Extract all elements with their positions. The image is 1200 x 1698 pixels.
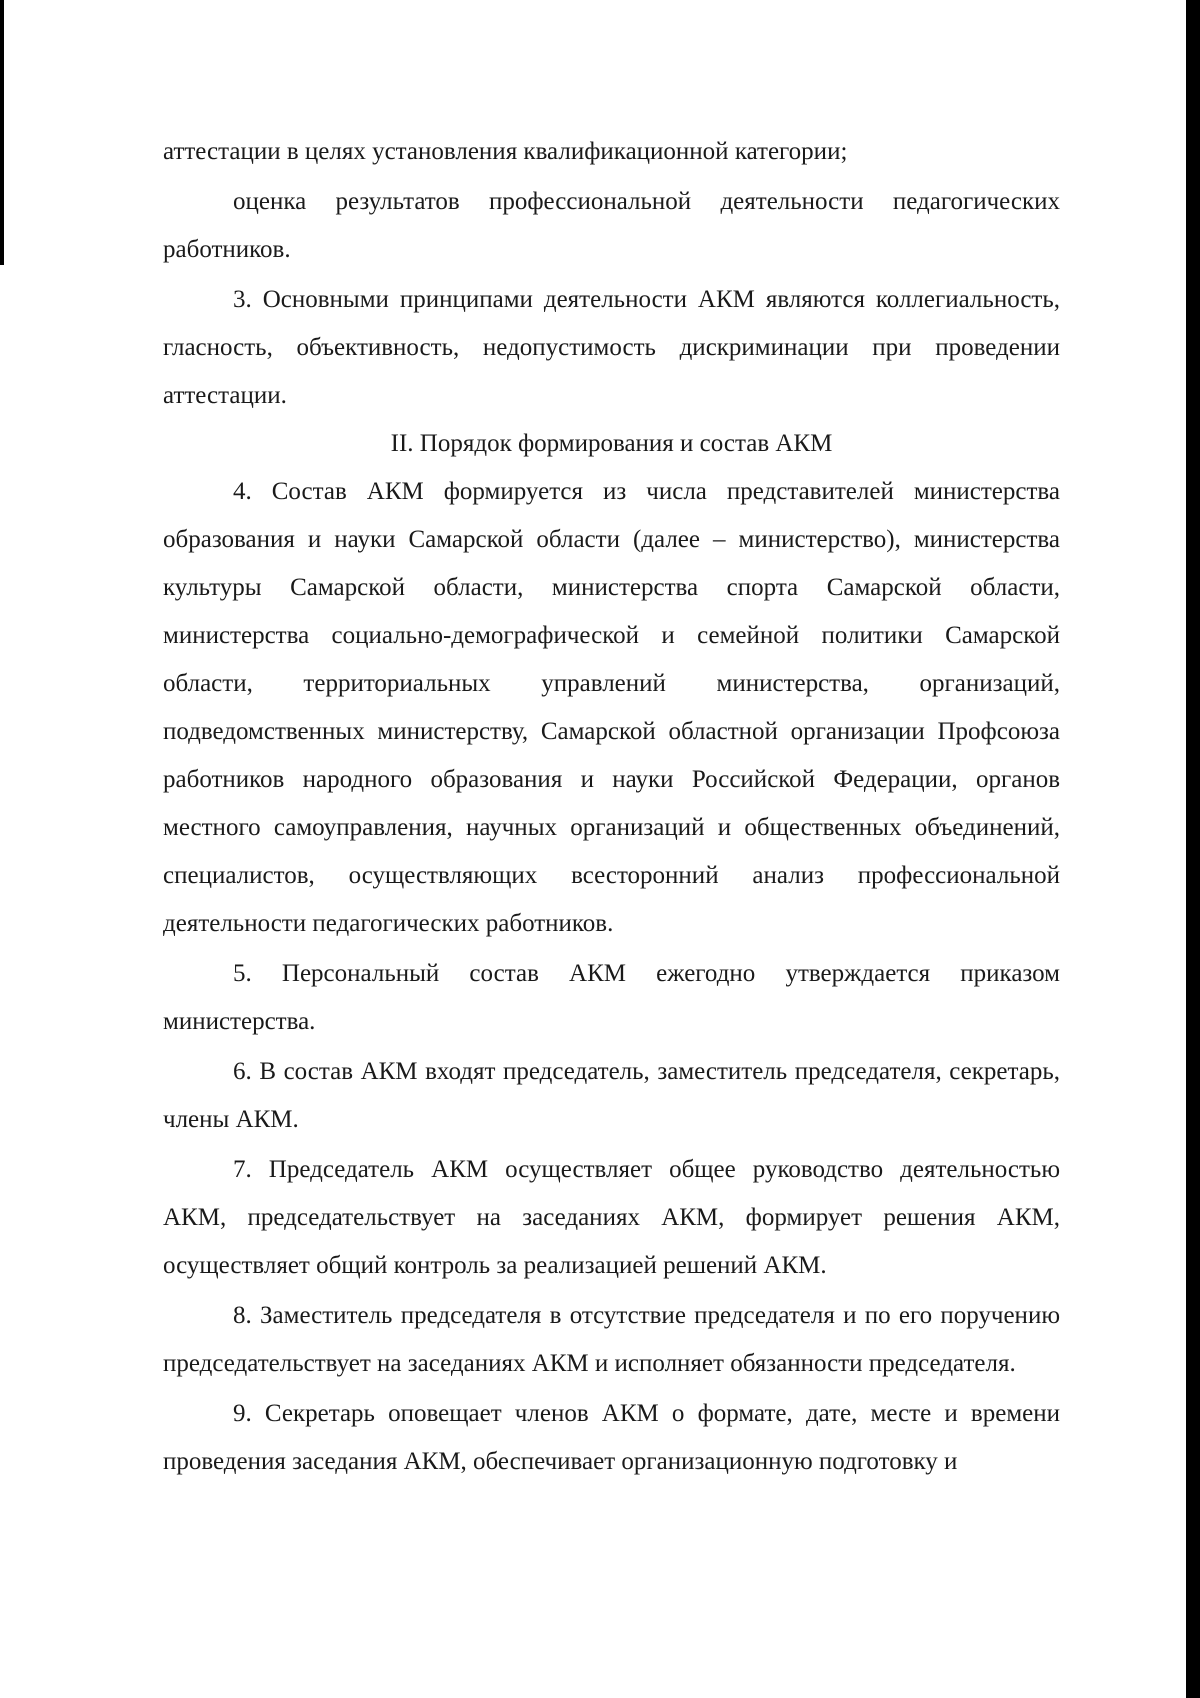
paragraph-3-principles: 3. Основными принципами деятельности АКМ являются коллегиальность, гласность, объективность, недопустимость дискриминации при проведении аттестации. <box>163 286 1060 409</box>
paragraph-9-secretary: 9. Секретарь оповещает членов АКМ о формате, дате, месте и времени проведения заседания АКМ, обеспечивает организационную подготовку и <box>163 1400 1060 1475</box>
paragraph-8-deputy: 8. Заместитель председателя в отсутствие председателя и по его поручению председательствует на заседаниях АКМ и исполняет обязанности председателя. <box>163 1302 1060 1377</box>
paragraph-continuation: аттестации в целях установления квалификационной категории; <box>163 138 848 165</box>
section-heading: II. Порядок формирования и состав АКМ <box>390 430 833 457</box>
paragraph-6-members: 6. В состав АКМ входят председатель, заместитель председателя, секретарь, члены АКМ. <box>163 1058 1060 1133</box>
paragraph-assessment: оценка результатов профессиональной деятельности педагогических работников. <box>163 188 1060 263</box>
paragraph-7-chairman: 7. Председатель АКМ осуществляет общее руководство деятельностью АКМ, председательствует на заседаниях АКМ, формирует решения АКМ, осуществляет общий контроль за реализацией решений АКМ. <box>163 1156 1060 1279</box>
paragraph-5-personnel: 5. Персональный состав АКМ ежегодно утверждается приказом министерства. <box>163 960 1060 1035</box>
scan-edge-left <box>0 0 4 265</box>
paragraph-4-composition: 4. Состав АКМ формируется из числа представителей министерства образования и науки Самарской области (далее – министерство), министерства культуры Самарской области, министерства спорта Самарской области, министерства социально-демографической и семейной политики Самарской области, территориальных управлений министерства, организаций, подведомственных министерству, Самарской областной организации Профсоюза работников народного образования и науки Российской Федерации, органов местного самоуправления, научных организаций и общественных объединений, специалистов, осуществляющих всесторонний анализ профессиональной деятельности педагогических работников. <box>163 478 1060 937</box>
scan-edge-right <box>1186 0 1200 1698</box>
document-page <box>163 128 1060 1486</box>
